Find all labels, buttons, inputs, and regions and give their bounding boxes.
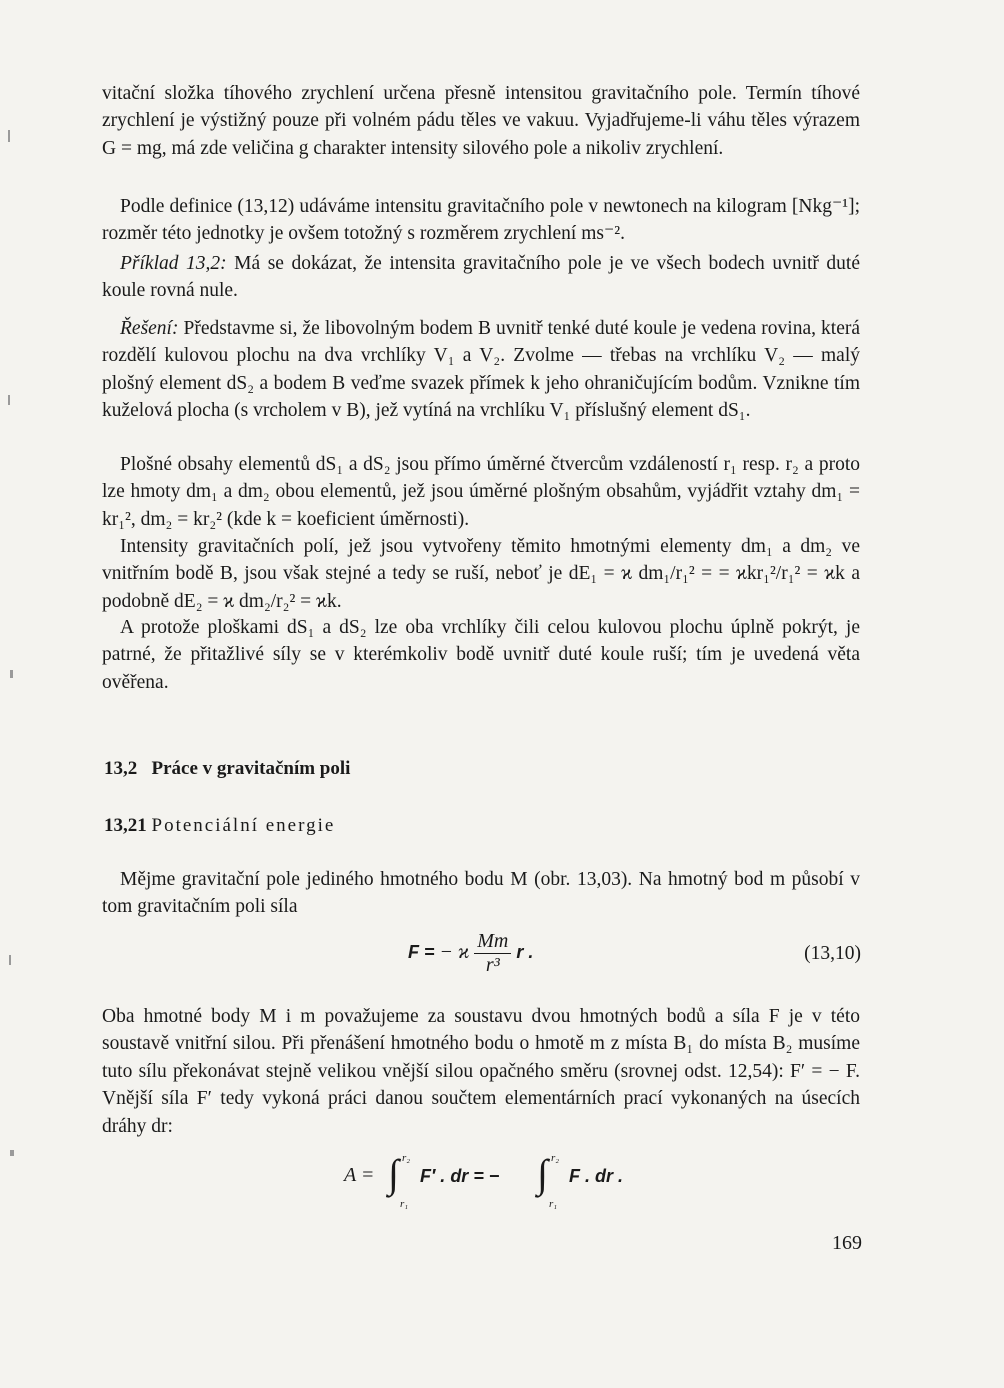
eq2-lower-1: r₁ [400, 1198, 409, 1210]
solution-label: Řešení: [120, 318, 179, 339]
eq2-lower-2: r₁ [549, 1198, 558, 1210]
paragraph-2: Podle definice (13,12) udáváme intensitu gravitačního pole v newtonech na kilogram [Nkg⁻¹]; rozměr této jednotky je ovšem totožný s rozměrem zrychlení ms⁻². [102, 196, 860, 245]
integral-sign-2: ∫ [537, 1151, 548, 1196]
scan-mark [9, 955, 11, 965]
eq2-upper-1: r₂ [402, 1152, 411, 1164]
subsection-title: Potenciální energie [151, 815, 336, 836]
scan-mark [8, 395, 10, 405]
eq1-sign: − ϰ [439, 941, 470, 964]
scan-mark [10, 670, 13, 678]
paragraph-5: Plošné obsahy elementů dS₁ a dS₂ jsou přímo úměrné čtvercům vzdáleností r₁ resp. r₂ a proto lze hmoty dm₁ a dm₂ obou elementů, jež jsou úměrné plošným obsahům, vyjádřit vztahy dm₁ = kr₁², dm₂ = kr₂² (kde k = koeficient úměrnosti). [102, 454, 860, 530]
section-title: Práce v gravitačním poli [151, 758, 351, 779]
paragraph-example [102, 250, 860, 305]
section-number: 13,2 [104, 758, 138, 779]
eq1-lhs: F = [408, 942, 435, 963]
eq2-lhs: A = [344, 1164, 375, 1186]
equation-13-10 [408, 930, 533, 977]
equation-work-integral [344, 1150, 644, 1210]
eq1-denominator: r³ [485, 954, 500, 976]
equation-number: (13,10) [804, 943, 861, 964]
subsection-number: 13,21 [104, 815, 147, 836]
example-label: Příklad 13,2: [120, 253, 227, 274]
integral-sign-1: ∫ [388, 1151, 399, 1196]
paragraph-solution [102, 315, 860, 425]
paragraph-9: Oba hmotné body M i m považujeme za soustavu dvou hmotných bodů a síla F je v této soustavě vnitřní silou. Při přenášení hmotného bodu o hmotě m z místa B₁ do místa B₂ musíme tuto sílu překonávat stejně velikou vnější silou opačného směru (srovnej odst. 12,54): F′ = − F. Vnější síla F′ tedy vykoná práci danou součtem elementárních prací vykonaných na úsecích dráhy dr: [102, 1006, 860, 1137]
eq2-mid: F′ . dr = − [420, 1166, 500, 1186]
subsection-heading [104, 815, 335, 837]
paragraph-1: vitační složka tíhového zrychlení určena přesně intensitou gravitačního pole. Termín tíhové zrychlení je výstižný pouze při volném pádu těles ve vakuu. Vyjadřujeme-li váhu těles výrazem G = mg, má zde veličina g charakter intensity silového pole a nikoliv zrychlení. [102, 83, 860, 159]
eq1-rhs: r . [516, 942, 534, 963]
scan-mark [8, 130, 10, 142]
eq2-rhs: F . dr . [569, 1166, 623, 1186]
eq1-fraction [474, 930, 511, 977]
scan-mark [10, 1150, 14, 1156]
eq2-upper-2: r₂ [551, 1152, 560, 1164]
paragraph-8: Mějme gravitační pole jediného hmotného bodu M (obr. 13,03). Na hmotný bod m působí v tom gravitačním poli síla [102, 869, 860, 918]
paragraph-7: A protože ploškami dS₁ a dS₂ lze oba vrchlíky čili celou kulovou plochu úplně pokrýt, je patrné, že přitažlivé síly se v kterémkoliv bodě uvnitř duté koule ruší; tím je uvedená věta ověřena. [102, 617, 860, 693]
solution-text: Představme si, že libovolným bodem B uvnitř tenké duté koule je vedena rovina, která rozdělí kulovou plochu na dva vrchlíky V₁ a V₂. Zvolme — třebas na vrchlíku V₂ — malý plošný element dS₂ a bodem B veďme svazek přímek k jeho ohraničujícím bodům. Vznikne tím kuželová plocha (s vrcholem v B), jež vytíná na vrchlíku V₁ příslušný element dS₁. [102, 318, 861, 422]
page-number: 169 [832, 1232, 862, 1254]
section-heading [104, 758, 350, 780]
example-text: Má se dokázat, že intensita gravitačního pole je ve všech bodech uvnitř duté koule rovná nule. [102, 253, 861, 302]
eq1-numerator: Mm [474, 930, 511, 954]
paragraph-6: Intensity gravitačních polí, jež jsou vytvořeny těmito hmotnými elementy dm₁ a dm₂ ve vnitřním bodě B, jsou však stejné a tedy se ruší, neboť je dE₁ = ϰ dm₁/r₁² = = ϰkr₁²/r₁² = ϰk a podobně dE₂ = ϰ dm₂/r₂² = ϰk. [102, 536, 860, 612]
